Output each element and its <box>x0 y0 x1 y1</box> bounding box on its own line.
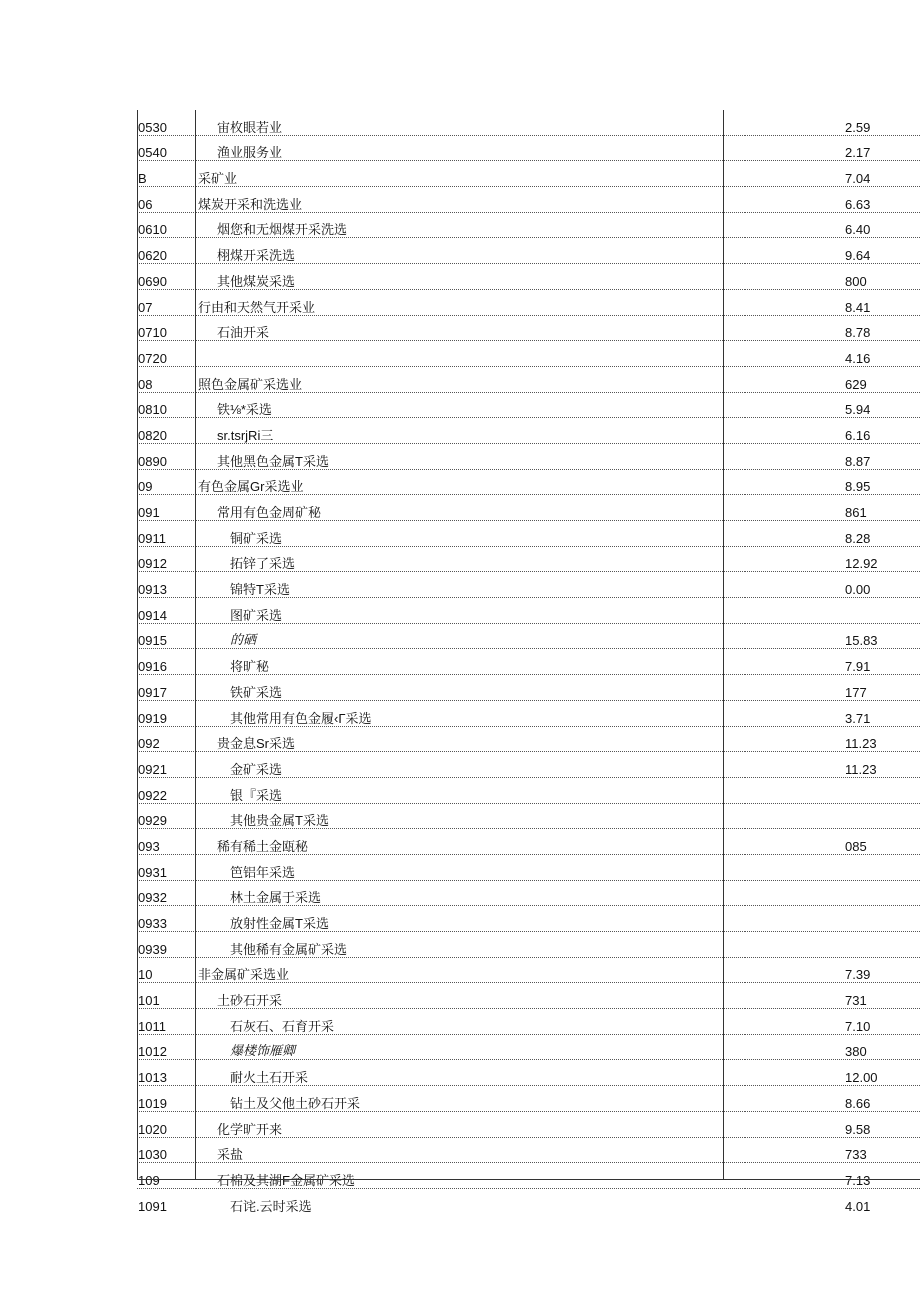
table-row <box>137 598 920 624</box>
document-page <box>137 110 920 1214</box>
industry-name: 放射性金属T采选 <box>196 906 745 932</box>
table-row <box>137 366 920 392</box>
industry-value: 9.58 <box>745 1111 920 1137</box>
industry-code: 091 <box>137 495 196 521</box>
industry-name: 耐火土石开采 <box>196 1060 745 1086</box>
industry-value <box>745 880 920 906</box>
table-row <box>137 1034 920 1060</box>
industry-code: 0912 <box>137 546 196 572</box>
industry-code: 0540 <box>137 135 196 161</box>
industry-code: 0690 <box>137 264 196 290</box>
table-row <box>137 752 920 778</box>
industry-code: 101 <box>137 983 196 1009</box>
industry-name: 其他黑色金属T采选 <box>196 443 745 469</box>
industry-value: 7.13 <box>745 1163 920 1189</box>
industry-value: 861 <box>745 495 920 521</box>
industry-name: 行由和天然气开采业 <box>196 289 745 315</box>
column-divider-name <box>723 110 724 1180</box>
table-row <box>137 521 920 547</box>
industry-value <box>745 932 920 958</box>
industry-code: 109 <box>137 1163 196 1189</box>
table-row <box>137 572 920 598</box>
industry-code: 1091 <box>138 1198 167 1214</box>
industry-table <box>137 110 920 1214</box>
table-row <box>137 957 920 983</box>
industry-name: 石诧.云时采选 <box>230 1198 312 1214</box>
industry-code: B <box>137 161 196 187</box>
table-row <box>137 315 920 341</box>
table-row <box>137 264 920 290</box>
table-row <box>137 880 920 906</box>
industry-name: 金矿采选 <box>196 752 745 778</box>
industry-value <box>745 803 920 829</box>
industry-code: 0917 <box>137 675 196 701</box>
table-row <box>137 1188 920 1213</box>
table-row <box>137 392 920 418</box>
table-row <box>137 289 920 315</box>
table-row <box>137 418 920 444</box>
table-row <box>137 777 920 803</box>
industry-code: 09 <box>137 469 196 495</box>
table-row <box>137 161 920 187</box>
industry-value: 9.64 <box>745 238 920 264</box>
industry-code: 0931 <box>137 854 196 880</box>
table-row <box>137 443 920 469</box>
industry-name: 铁⅛*采选 <box>196 392 745 418</box>
industry-code: 0913 <box>137 572 196 598</box>
industry-name: 铜矿采选 <box>196 521 745 547</box>
industry-code: 07 <box>137 289 196 315</box>
industry-name: 有色金属Gr采选业 <box>196 469 745 495</box>
industry-name: 钻土及父他土砂石开采 <box>196 1086 745 1112</box>
industry-value: 085 <box>745 829 920 855</box>
table-row <box>137 932 920 958</box>
industry-code: 092 <box>137 726 196 752</box>
industry-value: 731 <box>745 983 920 1009</box>
table-row <box>137 649 920 675</box>
industry-code: 0932 <box>137 880 196 906</box>
industry-value: 7.10 <box>745 1009 920 1035</box>
industry-value: 6.40 <box>745 212 920 238</box>
table-row <box>137 983 920 1009</box>
industry-name: 烟您和无烟煤开采洗选 <box>196 212 745 238</box>
industry-name: 采盐 <box>196 1137 745 1163</box>
industry-name: 林土金属于采选 <box>196 880 745 906</box>
table-row <box>137 469 920 495</box>
industry-code: 0911 <box>137 521 196 547</box>
industry-value: 0.00 <box>745 572 920 598</box>
industry-value <box>745 598 920 624</box>
table-row <box>137 546 920 572</box>
industry-name: 石灰石、石育开采 <box>196 1009 745 1035</box>
industry-code: 1012 <box>137 1034 196 1060</box>
table-row <box>137 1163 920 1189</box>
industry-value: 800 <box>745 264 920 290</box>
industry-code: 0710 <box>137 315 196 341</box>
table-row <box>137 341 920 367</box>
industry-name: 的硒 <box>196 623 745 649</box>
industry-name: 银『采选 <box>196 777 745 803</box>
industry-name: sr.tsrjRi三 <box>196 418 745 444</box>
industry-code: 0620 <box>137 238 196 264</box>
industry-name: 照色金属矿采选业 <box>196 366 745 392</box>
industry-code: 0810 <box>137 392 196 418</box>
industry-name: 其他稀有金属矿采选 <box>196 932 745 958</box>
industry-value <box>745 777 920 803</box>
industry-name: 爆楼饰雁卿 <box>196 1034 745 1060</box>
industry-code: 0933 <box>137 906 196 932</box>
industry-code: 093 <box>137 829 196 855</box>
industry-code: 06 <box>137 187 196 213</box>
industry-name: 石棉及其湖F金属矿采选 <box>196 1163 745 1189</box>
industry-value: 11.23 <box>745 752 920 778</box>
table-row <box>137 1111 920 1137</box>
industry-name: 常用有色金周矿秘 <box>196 495 745 521</box>
column-divider-code <box>195 110 196 1180</box>
industry-code: 0922 <box>137 777 196 803</box>
industry-name: 采矿业 <box>196 161 745 187</box>
table-row <box>137 495 920 521</box>
table-row <box>137 726 920 752</box>
industry-value: 733 <box>745 1137 920 1163</box>
industry-code: 1019 <box>137 1086 196 1112</box>
industry-value: 4.01 <box>845 1198 871 1214</box>
industry-name: 锦特T采选 <box>196 572 745 598</box>
industry-value: 5.94 <box>745 392 920 418</box>
industry-value: 8.41 <box>745 289 920 315</box>
table-body <box>137 110 920 1214</box>
industry-name: 土砂石开采 <box>196 983 745 1009</box>
table-row <box>137 700 920 726</box>
table-row <box>137 1086 920 1112</box>
industry-code: 0914 <box>137 598 196 624</box>
industry-value: 6.63 <box>745 187 920 213</box>
industry-value: 2.59 <box>745 110 920 135</box>
industry-name: 化学旷开来 <box>196 1111 745 1137</box>
table-row <box>137 238 920 264</box>
industry-code: 0921 <box>137 752 196 778</box>
table-row <box>137 906 920 932</box>
industry-code: 1030 <box>137 1137 196 1163</box>
industry-value: 7.39 <box>745 957 920 983</box>
table-row <box>137 854 920 880</box>
table-row <box>137 829 920 855</box>
industry-name: 煤炭开采和洗选业 <box>196 187 745 213</box>
industry-name: 渔业服务业 <box>196 135 745 161</box>
table-left-border <box>137 110 138 1180</box>
industry-name: 宙枚眼若业 <box>196 110 745 135</box>
industry-code: 0916 <box>137 649 196 675</box>
industry-name: 拓锌了采选 <box>196 546 745 572</box>
industry-code: 10 <box>137 957 196 983</box>
industry-code: 0720 <box>137 341 196 367</box>
industry-value <box>745 854 920 880</box>
table-row <box>137 803 920 829</box>
industry-name: 非金属矿采选业 <box>196 957 745 983</box>
industry-code: 0915 <box>137 623 196 649</box>
industry-value: 7.91 <box>745 649 920 675</box>
industry-name: 笆铝年采选 <box>196 854 745 880</box>
industry-value: 2.17 <box>745 135 920 161</box>
industry-name: 贵金息Sr采选 <box>196 726 745 752</box>
industry-code: 08 <box>137 366 196 392</box>
industry-code: 0820 <box>137 418 196 444</box>
table-row <box>137 1009 920 1035</box>
industry-code: 0610 <box>137 212 196 238</box>
industry-value: 12.92 <box>745 546 920 572</box>
industry-code: 0919 <box>137 700 196 726</box>
industry-value: 6.16 <box>745 418 920 444</box>
industry-name: 其他贵金属T采选 <box>196 803 745 829</box>
industry-value: 8.66 <box>745 1086 920 1112</box>
industry-code: 0929 <box>137 803 196 829</box>
table-row <box>137 1060 920 1086</box>
table-row <box>137 187 920 213</box>
table-row <box>137 675 920 701</box>
table-row <box>137 1137 920 1163</box>
industry-value: 8.28 <box>745 521 920 547</box>
industry-name: 其他煤炭采选 <box>196 264 745 290</box>
industry-name: 其他常用有色金履‹Γ采选 <box>196 700 745 726</box>
industry-code: 0890 <box>137 443 196 469</box>
industry-value: 380 <box>745 1034 920 1060</box>
industry-name: 图矿采选 <box>196 598 745 624</box>
industry-name: 栩煤开采洗选 <box>196 238 745 264</box>
table-row <box>137 110 920 135</box>
industry-code: 0530 <box>137 110 196 135</box>
industry-value: 629 <box>745 366 920 392</box>
industry-name: 将旷秘 <box>196 649 745 675</box>
industry-code: 1020 <box>137 1111 196 1137</box>
industry-code: 1013 <box>137 1060 196 1086</box>
industry-value: 4.16 <box>745 341 920 367</box>
industry-value: 3.71 <box>745 700 920 726</box>
industry-value: 15.83 <box>745 623 920 649</box>
industry-name: 铁矿采选 <box>196 675 745 701</box>
industry-name: 稀有稀土金瓯秘 <box>196 829 745 855</box>
industry-code: 1011 <box>137 1009 196 1035</box>
industry-value <box>745 906 920 932</box>
industry-value: 8.87 <box>745 443 920 469</box>
industry-value: 177 <box>745 675 920 701</box>
table-bottom-border <box>137 1179 920 1180</box>
industry-value: 12.00 <box>745 1060 920 1086</box>
industry-code: 0939 <box>137 932 196 958</box>
industry-value: 11.23 <box>745 726 920 752</box>
table-row <box>137 212 920 238</box>
industry-value: 8.78 <box>745 315 920 341</box>
industry-value: 7.04 <box>745 161 920 187</box>
industry-value: 8.95 <box>745 469 920 495</box>
industry-name: 石油开采 <box>196 315 745 341</box>
table-row <box>137 623 920 649</box>
industry-name <box>196 341 745 367</box>
table-row <box>137 135 920 161</box>
